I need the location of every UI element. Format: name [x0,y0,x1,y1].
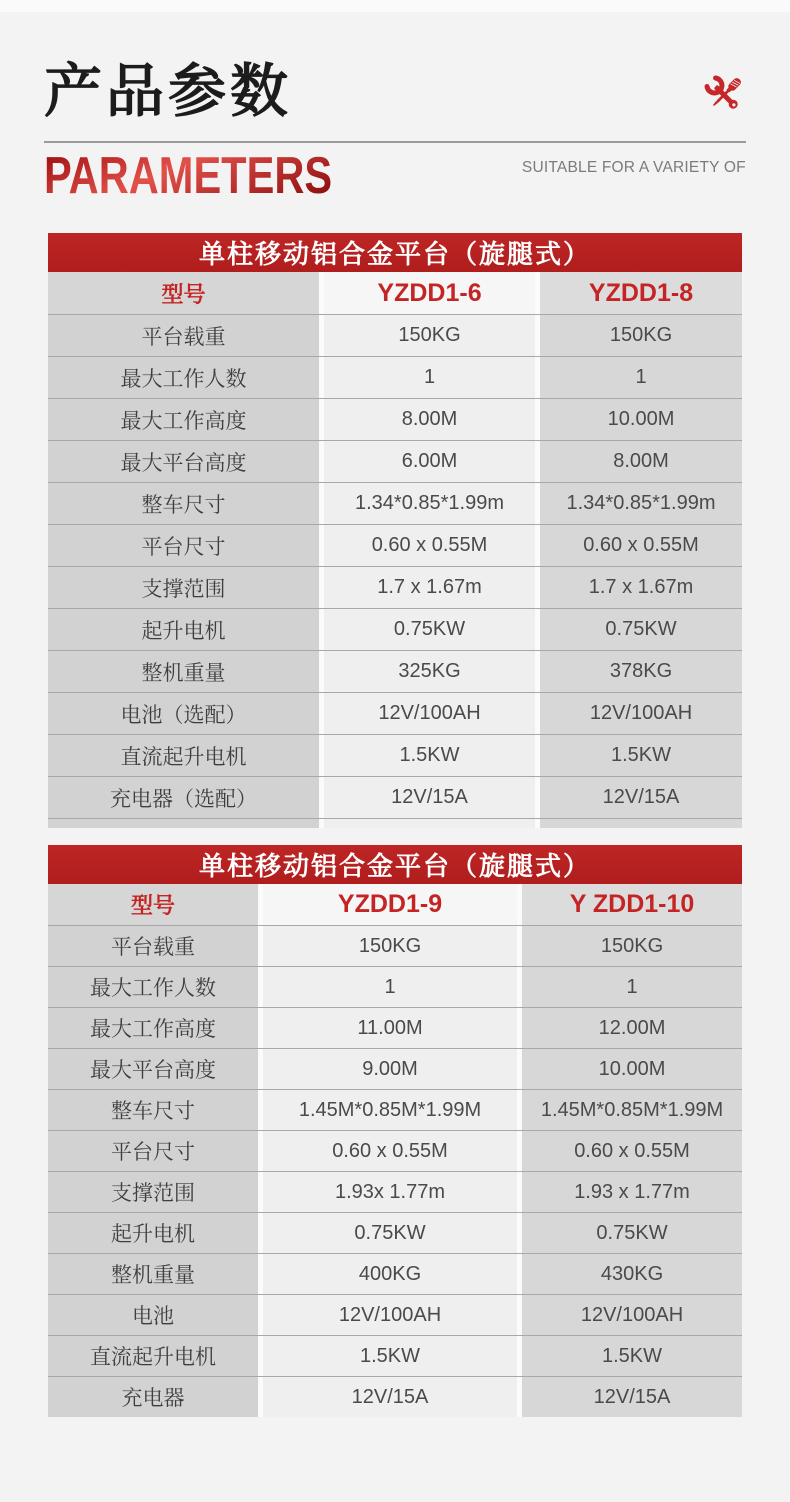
spec-value: 0.60 x 0.55M [263,1131,517,1171]
spec-value: 12V/15A [324,777,535,818]
spec-label: 支撑范围 [48,1172,258,1212]
spec-value: 1.5KW [522,1336,742,1376]
spec-value: 1.93 x 1.77m [522,1172,742,1212]
spec-label: 电池（选配） [48,693,319,734]
spec-value: 150KG [324,315,535,356]
table-row [48,734,742,776]
spec-value: 8.00M [540,441,742,482]
spec-value: 1.7 x 1.67m [540,567,742,608]
spec-value: 0.75KW [263,1213,517,1253]
spec-label: 最大工作人数 [48,357,319,398]
table-title: 单柱移动铝合金平台（旋腿式） [48,233,742,272]
spec-value: 1.34*0.85*1.99m [540,483,742,524]
spec-value: 1.45M*0.85M*1.99M [263,1090,517,1130]
table-row [48,356,742,398]
spec-value: 150KG [540,315,742,356]
table-title: 单柱移动铝合金平台（旋腿式） [48,845,742,884]
model-name: Y ZDD1-10 [522,884,742,925]
model-name: YZDD1-6 [324,272,535,314]
spec-value: 0.60 x 0.55M [324,525,535,566]
table-row [48,776,742,818]
spec-value: 6.00M [324,441,535,482]
model-label: 型号 [48,272,319,314]
spec-value: 378KG [540,651,742,692]
table-row [48,1007,742,1048]
spec-value: 1 [263,967,517,1007]
spec-label: 平台尺寸 [48,1131,258,1171]
spec-table-2 [48,845,742,1417]
filler-cell [324,819,535,828]
spec-label: 充电器（选配） [48,777,319,818]
spec-value: 10.00M [540,399,742,440]
spec-label: 平台载重 [48,315,319,356]
spec-value: 1 [522,967,742,1007]
spec-value: 1.45M*0.85M*1.99M [522,1090,742,1130]
spec-table-1 [48,233,742,828]
spec-label: 最大平台高度 [48,441,319,482]
spec-value: 325KG [324,651,535,692]
model-row [48,272,742,314]
spec-value: 150KG [263,926,517,966]
spec-value: 12V/100AH [324,693,535,734]
spec-value: 1.5KW [540,735,742,776]
spec-value: 0.60 x 0.55M [522,1131,742,1171]
spec-value: 12.00M [522,1008,742,1048]
divider-line [44,141,746,143]
spec-value: 8.00M [324,399,535,440]
table-row [48,314,742,356]
top-strip [0,0,790,12]
spec-label: 直流起升电机 [48,1336,258,1376]
spec-value: 150KG [522,926,742,966]
filler-cell [540,819,742,828]
spec-label: 最大工作高度 [48,399,319,440]
spec-value: 11.00M [263,1008,517,1048]
table-row [48,1376,742,1417]
spec-value: 12V/100AH [522,1295,742,1335]
spec-label: 整机重量 [48,1254,258,1294]
spec-value: 9.00M [263,1049,517,1089]
spec-label: 最大平台高度 [48,1049,258,1089]
table-row [48,1212,742,1253]
model-row [48,884,742,925]
spec-label: 整车尺寸 [48,1090,258,1130]
spec-value: 0.60 x 0.55M [540,525,742,566]
spec-label: 平台尺寸 [48,525,319,566]
header-tagline: SUITABLE FOR A VARIETY OF [522,159,746,176]
table-row [48,966,742,1007]
wrench-screwdriver-icon [699,70,749,120]
model-name: YZDD1-8 [540,272,742,314]
table-row [48,650,742,692]
spec-value: 12V/15A [263,1377,517,1417]
table-row [48,1089,742,1130]
spec-value: 1.34*0.85*1.99m [324,483,535,524]
spec-value: 12V/15A [540,777,742,818]
spec-value: 12V/15A [522,1377,742,1417]
spec-value: 1.93x 1.77m [263,1172,517,1212]
page-subtitle-en: PARAMETERS [44,147,333,205]
spec-value: 0.75KW [540,609,742,650]
spec-label: 最大工作高度 [48,1008,258,1048]
table-row [48,925,742,966]
table-row [48,692,742,734]
spec-label: 电池 [48,1295,258,1335]
spec-value: 1.5KW [324,735,535,776]
table-bottom-pad [48,818,742,828]
model-name: YZDD1-9 [263,884,517,925]
spec-label: 整机重量 [48,651,319,692]
spec-value: 1 [324,357,535,398]
spec-value: 1 [540,357,742,398]
table-row [48,1335,742,1376]
spec-value: 12V/100AH [540,693,742,734]
filler-cell [48,819,319,828]
spec-value: 0.75KW [522,1213,742,1253]
spec-label: 直流起升电机 [48,735,319,776]
spec-value: 1.7 x 1.67m [324,567,535,608]
spec-label: 起升电机 [48,609,319,650]
spec-label: 最大工作人数 [48,967,258,1007]
spec-value: 400KG [263,1254,517,1294]
table-row [48,1294,742,1335]
table-row [48,1253,742,1294]
model-label: 型号 [48,884,258,925]
table-row [48,608,742,650]
table-row [48,398,742,440]
spec-value: 430KG [522,1254,742,1294]
table-row [48,440,742,482]
spec-label: 充电器 [48,1377,258,1417]
table-row [48,1048,742,1089]
table-row [48,482,742,524]
page-title: 产品参数 [44,59,293,124]
spec-value: 0.75KW [324,609,535,650]
spec-label: 支撑范围 [48,567,319,608]
table-row [48,524,742,566]
spec-value: 10.00M [522,1049,742,1089]
spec-label: 平台载重 [48,926,258,966]
table-row [48,1130,742,1171]
spec-label: 整车尺寸 [48,483,319,524]
spec-label: 起升电机 [48,1213,258,1253]
spec-value: 12V/100AH [263,1295,517,1335]
spec-value: 1.5KW [263,1336,517,1376]
table-row [48,566,742,608]
table-row [48,1171,742,1212]
